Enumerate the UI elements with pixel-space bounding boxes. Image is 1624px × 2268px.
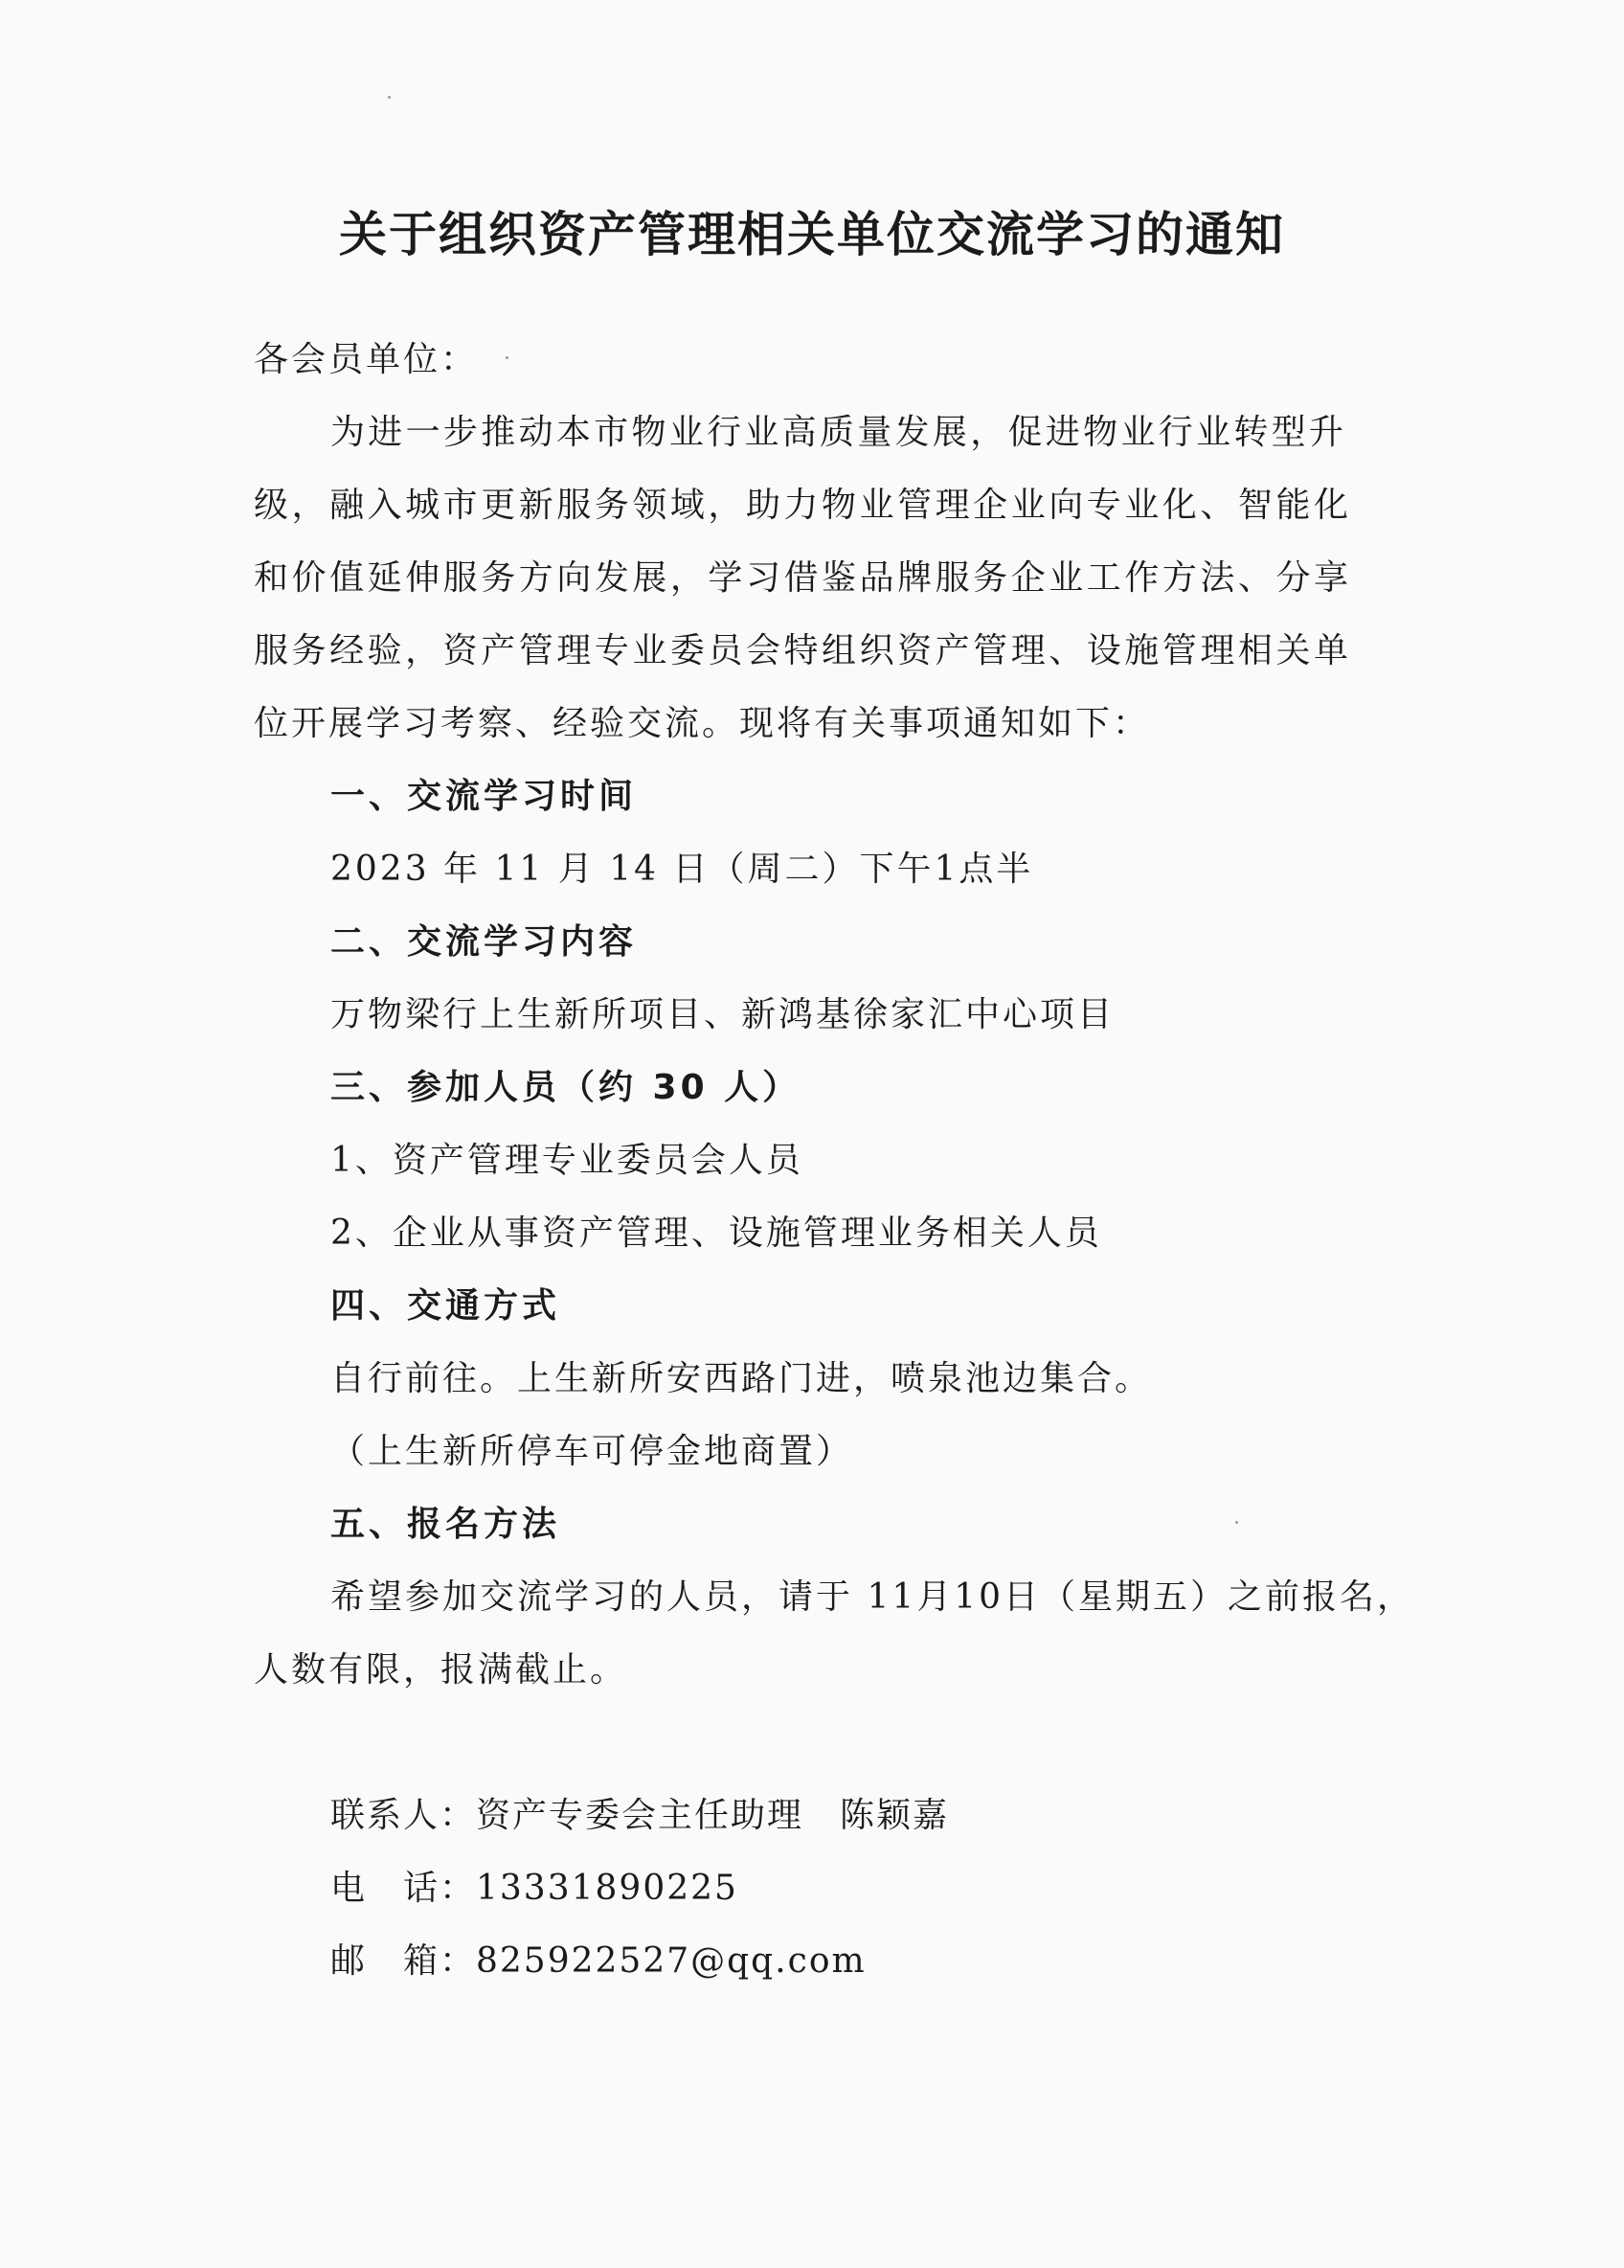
intro-line-1: 为进一步推动本市物业行业高质量发展，促进物业行业转型升 <box>330 413 1345 452</box>
section-attendees-item-1: 1、资产管理专业委员会人员 <box>330 1141 803 1180</box>
section-heading-content: 二、交流学习内容 <box>330 922 638 962</box>
section-heading-transport: 四、交通方式 <box>330 1286 561 1326</box>
intro-line-5: 位开展学习考察、经验交流。现将有关事项通知如下： <box>254 704 1151 743</box>
intro-line-3: 和价值延伸服务方向发展，学习借鉴品牌服务企业工作方法、分享 <box>254 558 1350 598</box>
section-heading-registration: 五、报名方法 <box>330 1505 561 1544</box>
section-heading-attendees: 三、参加人员（约 30 人） <box>330 1068 801 1107</box>
contact-email: 邮 箱：825922527@qq.com <box>330 1941 867 1981</box>
section-transport-text: 自行前往。上生新所安西路门进，喷泉池边集合。 <box>330 1359 1153 1398</box>
section-transport-note: （上生新所停车可停金地商置） <box>330 1432 854 1471</box>
salutation: 各会员单位： <box>254 340 479 379</box>
section-registration-text: 希望参加交流学习的人员，请于 11月10日（星期五）之前报名， <box>330 1577 1415 1617</box>
contact-phone: 电 话：13331890225 <box>330 1869 738 1908</box>
scan-speck <box>388 96 391 99</box>
section-heading-time: 一、交流学习时间 <box>330 777 638 816</box>
section-content-text: 万物梁行上生新所项目、新鸿基徐家汇中心项目 <box>330 995 1116 1034</box>
section-attendees-item-2: 2、企业从事资产管理、设施管理业务相关人员 <box>330 1213 1102 1253</box>
scan-speck <box>1235 1521 1238 1524</box>
scan-speck <box>506 356 508 359</box>
intro-line-4: 服务经验，资产管理专业委员会特组织资产管理、设施管理相关单 <box>254 631 1350 670</box>
section-time-text: 2023 年 11 月 14 日（周二）下午1点半 <box>330 850 1034 889</box>
section-registration-text-2: 人数有限，报满截止。 <box>254 1650 628 1690</box>
contact-person: 联系人：资产专委会主任助理 陈颖嘉 <box>330 1796 950 1835</box>
intro-line-2: 级，融入城市更新服务领域，助力物业管理企业向专业化、智能化 <box>254 486 1350 525</box>
document-title: 关于组织资产管理相关单位交流学习的通知 <box>339 207 1285 262</box>
